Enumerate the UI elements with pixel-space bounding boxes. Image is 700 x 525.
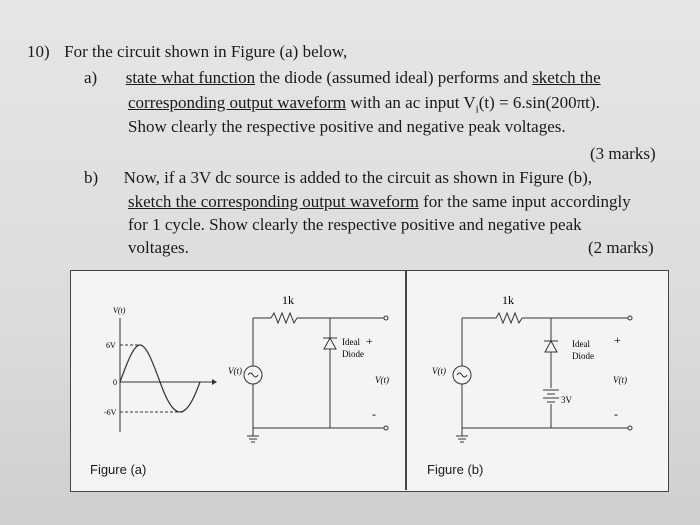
resistor-b bbox=[496, 313, 522, 323]
resistor-a-label: 1k bbox=[282, 293, 294, 307]
resistor-b-label: 1k bbox=[502, 293, 514, 307]
part-a-underlined-1: state what function bbox=[125, 68, 256, 87]
battery-label: 3V bbox=[561, 395, 572, 405]
part-b-text-2: for the same input accordingly bbox=[418, 192, 631, 211]
source-b-label: V(t) bbox=[432, 366, 446, 376]
diode-b-label-1: Ideal bbox=[572, 339, 590, 349]
diode-a-label-1: Ideal bbox=[342, 337, 360, 347]
diode-b-label-2: Diode bbox=[572, 351, 594, 361]
input-waveform-graph bbox=[120, 318, 217, 432]
circuit-a bbox=[244, 313, 388, 442]
part-a-label: a) bbox=[84, 68, 98, 87]
output-b-plus: + bbox=[614, 333, 621, 347]
source-a-label: V(t) bbox=[228, 366, 242, 376]
circuit-b bbox=[453, 313, 632, 442]
battery-3v bbox=[543, 390, 559, 402]
part-a-text-2: with an ac input V bbox=[346, 93, 476, 112]
part-a-underlined-3: corresponding output waveform bbox=[128, 93, 347, 112]
ideal-diode-a bbox=[324, 338, 336, 349]
part-a-subscript: i bbox=[475, 103, 479, 116]
part-b-underlined: sketch the corresponding output waveform bbox=[128, 192, 419, 211]
diode-a-label-2: Diode bbox=[342, 349, 364, 359]
part-a-text-1: the diode (assumed ideal) performs and bbox=[255, 68, 533, 87]
part-b-line-3: for 1 cycle. Show clearly the respective positive and negative peak bbox=[128, 215, 582, 234]
graph-ylabel: V(t) bbox=[113, 306, 126, 315]
output-a-minus: - bbox=[372, 407, 376, 421]
ideal-diode-b bbox=[545, 341, 557, 352]
graph-tick-6v: 6V bbox=[106, 341, 116, 350]
question-intro: For the circuit shown in Figure (a) below, bbox=[64, 42, 348, 61]
figure-b-caption: Figure (b) bbox=[427, 462, 484, 477]
resistor-a bbox=[271, 313, 297, 323]
graph-x-arrow bbox=[212, 379, 217, 385]
output-b-label: V(t) bbox=[613, 375, 627, 385]
part-a-formula: (t) = 6.sin(200πt). bbox=[478, 93, 600, 112]
graph-tick-0: 0 bbox=[113, 378, 117, 387]
input-sine-wave bbox=[120, 345, 200, 412]
part-a-line-3: Show clearly the respective positive and negative peak voltages. bbox=[128, 117, 566, 136]
part-b-label: b) bbox=[84, 168, 99, 187]
part-b-line-4: voltages. bbox=[128, 238, 189, 257]
output-b-minus: - bbox=[614, 407, 618, 421]
graph-tick-neg6v: -6V bbox=[104, 408, 117, 417]
figure-a-caption: Figure (a) bbox=[90, 462, 147, 477]
part-b-marks: (2 marks) bbox=[588, 238, 654, 257]
part-a-marks: (3 marks) bbox=[590, 144, 656, 163]
output-a-plus: + bbox=[366, 334, 373, 348]
part-a-underlined-2: sketch the bbox=[532, 68, 601, 87]
output-a-label: V(t) bbox=[375, 375, 389, 385]
part-b-text-1: Now, if a 3V dc source is added to the circuit as shown in Figure (b), bbox=[123, 168, 593, 187]
question-number: 10) bbox=[27, 42, 50, 61]
